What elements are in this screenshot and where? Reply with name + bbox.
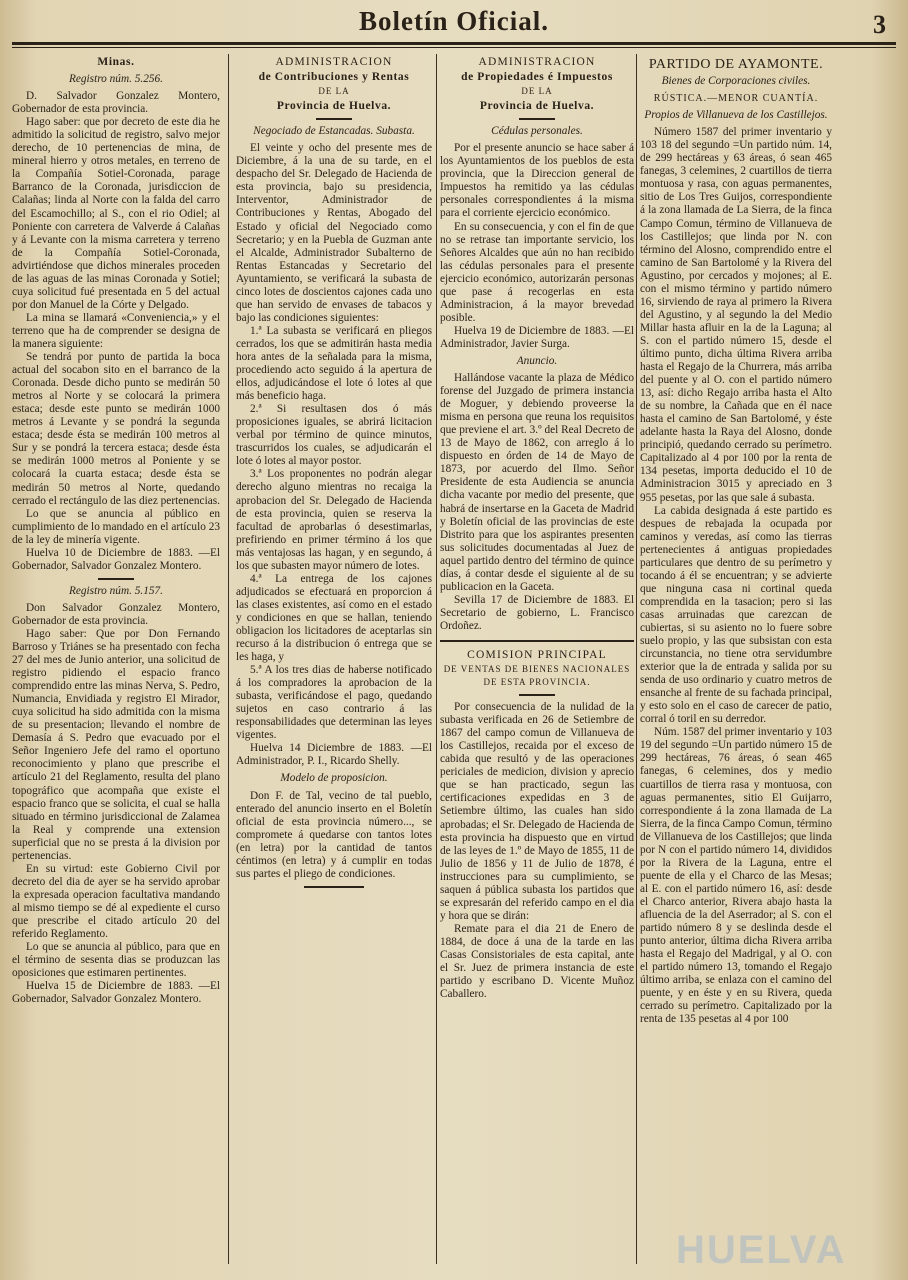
paragraph: Hago saber: Que por Don Fernando Barroso y Triánes se ha presentado con fecha 27 del mes de Junio anterior, una solicitud de registro pidiendo el espacio franco comprendido entre las minas Nerva, S. Pedro, Numancia, Envidiada y registro El Mirador, cuya solicitud ha sido admitida con la misma de su presentacion; llevando el nombre de Demasía á S. Pedro que evacuado por el Señor Ingeniero Jefe del ramo el oportuno reconocimiento y plano que prescribe el artículo 21 del Reglamento, resulta del plano topográfico que acompaña que existe el espacio franco que se solicita, el cual se halla situado en término jurisdiccional de Zalamea la Real y comprende una extension superficial que no se presta á la division por pertenencias. xyxy=(12,627,220,862)
column-minas xyxy=(12,54,220,1264)
paragraph: Hago saber: que por decreto de este dia he admitido la solicitud de registro, salvo mejor derecho, de 10 pertenencias de mina, de mineral hierro y otros metales, en terreno de la Compañía Sotiel-Coronada, parage Barranco de la Coronada, jurisdiccion de Calañas; linda al Norte con la falda del carro del Escamochillo; al S., con el rio Odiel; al Poniente con carretera de Valverde á Calañas y á Levante con la misma carretera y terreno de la Compañía Sotiel-Coronada, advirtiéndose que dichos minerales proceden de las aguas de las minas Coronada y Sotiel; cuya solicitud fué presentada en 5 del actual por don Manuel de la Córte y Delgado. xyxy=(12,116,220,311)
column-rule xyxy=(636,54,637,1264)
page-number: 3 xyxy=(873,10,886,39)
paragraph: La mina se llamará «Conveniencia,» y el terreno que ha de comprender se designa de la manera siguiente: xyxy=(12,311,220,350)
paragraph: En su consecuencia, y con el fin de que no se retrase tan importante servicio, los Señores Alcaldes que aún no han recibido las cédulas personales para el presente ejercicio económico, autorizarán personas que pase á recogerlas en esta Administracion, á la mayor brevedad posible. xyxy=(440,220,634,324)
subsection-heading: Anuncio. xyxy=(516,354,558,367)
signature-line: Huelva 10 de Diciembre de 1883. —El Gobernador, Salvador Gonzalez Montero. xyxy=(12,546,220,572)
condition-item: 5.ª A los tres dias de haberse notificado á los compradores la aprobacion de la subasta, verificándose el pago, quedando sujetos en caso contrario á las responsabilidades que determinan las leyes vigentes. xyxy=(236,664,432,742)
condition-item: 2.ª Si resultasen dos ó más proposiciones iguales, se abrirá licitacion verbal por término de quince minutos, trascurridos los cuales, se adjudicarán el lote ó lotes al mayor postor. xyxy=(236,403,432,468)
paragraph: Por el presente anuncio se hace saber á los Ayuntamientos de los pueblos de esta provincia, que la Direccion general de Impuestos ha remitido ya las cédulas personales correspondientes á la misma para el corriente ejercicio económico. xyxy=(440,142,634,220)
paragraph: Número 1587 del primer inventario y 103 18 del segundo =Un partido núm. 14, de 299 hectáreas y 63 áreas, ó sean 465 fanegas, 3 celemines, 2 cuartillos de tierra montuosa y rasa, con aguas permanentes, sitio de Los Tres Guijos, correspondiente á la zona llamada de La Sierra, de la finca Campo Comun, término de Villanueva de los Castillejos; que linda por N. con término del Alosno, comprendido entre el camino de San Bartolomé y la Rivera del Agustino, por cercados y mojones; al E. con el mismo término y partido número 16, sirviendo de raya al primero la Rivera del Agustino, y al segundo la del Medio Millar hasta afluir en la de la Laguna; al S. con el partido número 15, desde el último punto, dicha última Rivera arriba hasta el Regajo de la Churrera, más arriba del puente y al O. con el partido número 13, así: dicho Regajo arriba hasta el Alto de su nombre, la Cañada que en él nace hasta el camino de San Bartolomé, y éste adelante hasta la Raya del Alosno, donde principió, quedando cerrado su perímetro. Capitalizado al 4 por 100 por la renta de 134 pesetas, importa deducido el 10 de Administracion 3015 y apreciado en 3 955 pesetas, por las que sale á subasta. xyxy=(640,126,832,504)
subsection-heading: Propios de Villanueva de los Castillejos. xyxy=(644,109,828,122)
paragraph: Núm. 1587 del primer inventario y 103 19 del segundo =Un partido número 15 de 299 hectáreas, 76 áreas, ó sean 465 fanegas, 6 celemines, dos y medio cuartillos de tierra rasa y montuosa, con aguas permanentes, sitio El Guijarro, correspondiente á la zona llamada de La Sierra, de la finca Campo Comun, término de Villanueva de los Castillejos; que linda por N con el partido número 14, divididos por la Rivera de la Laguna, entre el puente de ella y el Charco de las Mesas; al E. con el partido número 16, así: desde el Charco anterior, Rivera abajo hasta la afluencia de la del Aserrador; al S. con el partido número 8 y se deslinda desde el punto anterior, última dicha Rivera arriba hasta el Regajo del Madrigal, y al O. con el partido número 13, tomando el Regajo último arriba, se enlaza con el camino del puente, y en éste y en su Rivera, queda cerrado su perímetro. Capitalizado por la renta de 135 pesetas al 4 por 100 xyxy=(640,726,832,1026)
paragraph: Lo que se anuncia al público, para que en el término de sesenta dias se produzcan las oposiciones que estimaren pertinentes. xyxy=(12,941,220,980)
signature-line: Huelva 19 de Diciembre de 1883. —El Administrador, Javier Surga. xyxy=(440,324,634,350)
paragraph: El veinte y ocho del presente mes de Diciembre, á la una de su tarde, en el despacho del Sr. Delegado de Hacienda de esta provincia, bajo su presidencia, Interventor, Administrador de Contribuciones y Rentas, Abogado del Estado y oficial del Negociado como Secretario; y en la Puebla de Guzman ante el Alcalde, Administrador Subalterno de Rentas Estancadas y Secretario del Ayuntamiento, se verificará la subasta de cinco lotes de doscientos cajones cada uno que han servido de envases de tabacos y bajo las condiciones siguientes: xyxy=(236,142,432,324)
registro-heading: Registro núm. 5.157. xyxy=(68,584,164,597)
section-heading: de Propiedades é Impuestos xyxy=(461,71,613,84)
section-heading: COMISION PRINCIPAL xyxy=(467,648,607,661)
section-heading: DE VENTAS DE BIENES NACIONALES DE ESTA PROVINCIA. xyxy=(443,664,631,688)
separator xyxy=(98,578,134,580)
registro-heading: Registro núm. 5.256. xyxy=(68,73,164,86)
subsection-heading: RÚSTICA.—MENOR CUANTÍA. xyxy=(653,93,819,105)
section-heading: ADMINISTRACION xyxy=(275,56,393,68)
section-heading: Provincia de Huelva. xyxy=(479,100,595,113)
column-rule xyxy=(436,54,437,1264)
paragraph: Don Salvador Gonzalez Montero, Gobernador de esta provincia. xyxy=(12,601,220,627)
column-contribuciones xyxy=(236,54,432,1264)
masthead-rule xyxy=(12,42,896,45)
paragraph: D. Salvador Gonzalez Montero, Gobernador de esta provincia. xyxy=(12,90,220,116)
separator xyxy=(519,694,555,696)
section-heading: DE LA xyxy=(318,86,350,97)
condition-item: 3.ª Los proponentes no podrán alegar derecho alguno mientras no recaiga la aprobacion del Sr. Delegado de Hacienda de esta provincia, quien se reserva la facultad de aprobarlas ó desestimarlas, prefiriendo en primer término á los que más ventajosas las hagan, y en segundo, á los que subasten mayor número de lotes. xyxy=(236,468,432,572)
signature-line: Huelva 15 de Diciembre de 1883. —El Gobernador, Salvador Gonzalez Montero. xyxy=(12,980,220,1006)
column-rule xyxy=(228,54,229,1264)
section-heading: PARTIDO DE AYAMONTE. xyxy=(648,57,824,72)
paragraph: Don F. de Tal, vecino de tal pueblo, enterado del anuncio inserto en el Boletín oficial de esta provincia número..., se compromete á quedarse con tantos lotes (en letra) por la cantidad de tantos céntimos (en letra) y á cumplir en todas sus partes el pliego de condiciones. xyxy=(236,789,432,880)
section-heading: ADMINISTRACION xyxy=(478,56,596,68)
section-heading: DE LA xyxy=(521,86,553,97)
column-ayamonte xyxy=(640,54,832,1264)
paragraph: Se tendrá por punto de partida la boca actual del socabon sito en el barranco de la Coronada. Desde dicho punto se medirán 50 metros al Norte y se colocará la primera estaca; desde este punto se medirán 1000 metros á Levante y se pondrá la segunda estaca; desde ésta se medirán 100 metros al Sur y se pondrá la tercera estaca; desde ésta se medirán 1000 metros al Poniente y se colocará la cuarta estaca; desde ésta se medirán 50 metros al Norte, quedando cerrado el rectángulo de las diez pertenencias. xyxy=(12,351,220,507)
masthead xyxy=(0,0,908,46)
section-heading: de Contribuciones y Rentas xyxy=(258,71,410,84)
paragraph: En su virtud: este Gobierno Civil por decreto del dia de ayer se ha servido aprobar la expresada operacion facultativa mandando al mismo tiempo se dé al expediente el curso que prescribe el citado artículo 20 del referido Reglamento. xyxy=(12,862,220,941)
separator xyxy=(519,118,555,120)
section-heading-minas: Minas. xyxy=(97,56,135,68)
subsection-heading: Negociado de Estancadas. Subasta. xyxy=(253,125,415,138)
condition-item: 1.ª La subasta se verificará en pliegos cerrados, los que se admitirán hasta media hora antes de la señalada para la misma, procediendo acto seguido á la apertura de ellos, adjudicándose el lote ó lotes al que más beneficio haga. xyxy=(236,324,432,403)
paragraph: Remate para el dia 21 de Enero de 1884, de doce á una de la tarde en las Casas Consistoriales de esta capital, ante el Sr. Juez de primera instancia de este partido y escribano D. Vicente Muñoz Caballero. xyxy=(440,922,634,1001)
paragraph: La cabida designada á este partido es despues de rebajada la ocupada por caminos y veredas, así como las tierras pertenecientes á antiguas propiedades particulares que dentro de su perímetro y tocando á él se encuentran; y se advierte que ninguna casa ni cortinal queda comprendida en la tasacion; pero si las casas arruinadas que carezcan de cubiertas, si su asiento no lo fuere sobre suelo propio, y las que subsistan con esta circunstancia, no tiene otra servidumbre exterior que la de entrada y salida por su senda de uso ordinario y cuatro metros de ensanche al frente de su fachada principal, y esto solo en el caso de carecer de patio, corral ó toril en su derredor. xyxy=(640,504,832,726)
separator xyxy=(316,118,352,120)
subsection-heading: Cédulas personales. xyxy=(491,125,583,138)
watermark-logo: HUELVA xyxy=(676,1228,847,1272)
masthead-title: Boletín Oficial. xyxy=(359,6,549,36)
masthead-rule-thin xyxy=(12,47,896,48)
separator xyxy=(304,886,364,888)
paragraph: Hallándose vacante la plaza de Médico forense del Juzgado de primera instancia de Moguer, y debiendo proveerse la misma en persona que reuna los requisitos que previene el art. 3.º del Real Decreto de 13 de Mayo de 1862, con arreglo á lo dispuesto en órden de 14 de Mayo de 1873, por acuerdo del Ilmo. Señor Presidente de esta Audiencia se anuncia dicha vacante por medio del presente, que habrá de insertarse en la Gaceta de Madrid y Boletín oficial de las provincias de este Distrito para que los aspirantes presenten sus solicitudes documentadas al Juez de aquel partido dentro del término de quince días, á contar desde el siguiente al de su publicacion en la Gaceta. xyxy=(440,372,634,593)
column-propiedades xyxy=(440,54,634,1264)
subsection-heading: Bienes de Corporaciones civiles. xyxy=(661,75,811,88)
condition-item: 4.ª La entrega de los cajones adjudicados se efectuará en proporcion á las clases existentes, así como en el estado y condiciones en que se hallan, teniendo obligacion los licitadores de aceptarlas sin recurso á la distribucion ó entrega que se les haga, y xyxy=(236,572,432,664)
paragraph: Por consecuencia de la nulidad de la subasta verificada en 26 de Setiembre de 1867 del campo comun de Villanueva de los Castillejos, recaida por el exceso de cabida que resultó y de las operaciones periciales de medicion, division y aprecio que se han practicado, segun las certificaciones expedidas en 3 de Setiembre último, las cuales han sido aprobadas; el Sr. Delegado de Hacienda de esta provincia ha dispuesto que en virtud de las leyes de 1.º de Mayo de 1855, 11 de Julio de 1856 y 11 de Julio de 1878, é instrucciones para su cumplimiento, se saquen á pública subasta los partidos que se expresarán del referido campo en el dia y hora que se dirán: xyxy=(440,701,634,922)
signature-line: Huelva 14 Diciembre de 1883. —El Administrador, P. I., Ricardo Shelly. xyxy=(236,742,432,768)
separator xyxy=(440,640,634,642)
signature-line: Sevilla 17 de Diciembre de 1883. El Secretario de gobierno, L. Francisco Ordoñez. xyxy=(440,593,634,632)
subsection-heading: Modelo de proposicion. xyxy=(280,772,388,785)
section-heading: Provincia de Huelva. xyxy=(276,100,392,113)
paragraph: Lo que se anuncia al público en cumplimiento de lo mandado en el artículo 23 de la ley de minería vigente. xyxy=(12,507,220,546)
